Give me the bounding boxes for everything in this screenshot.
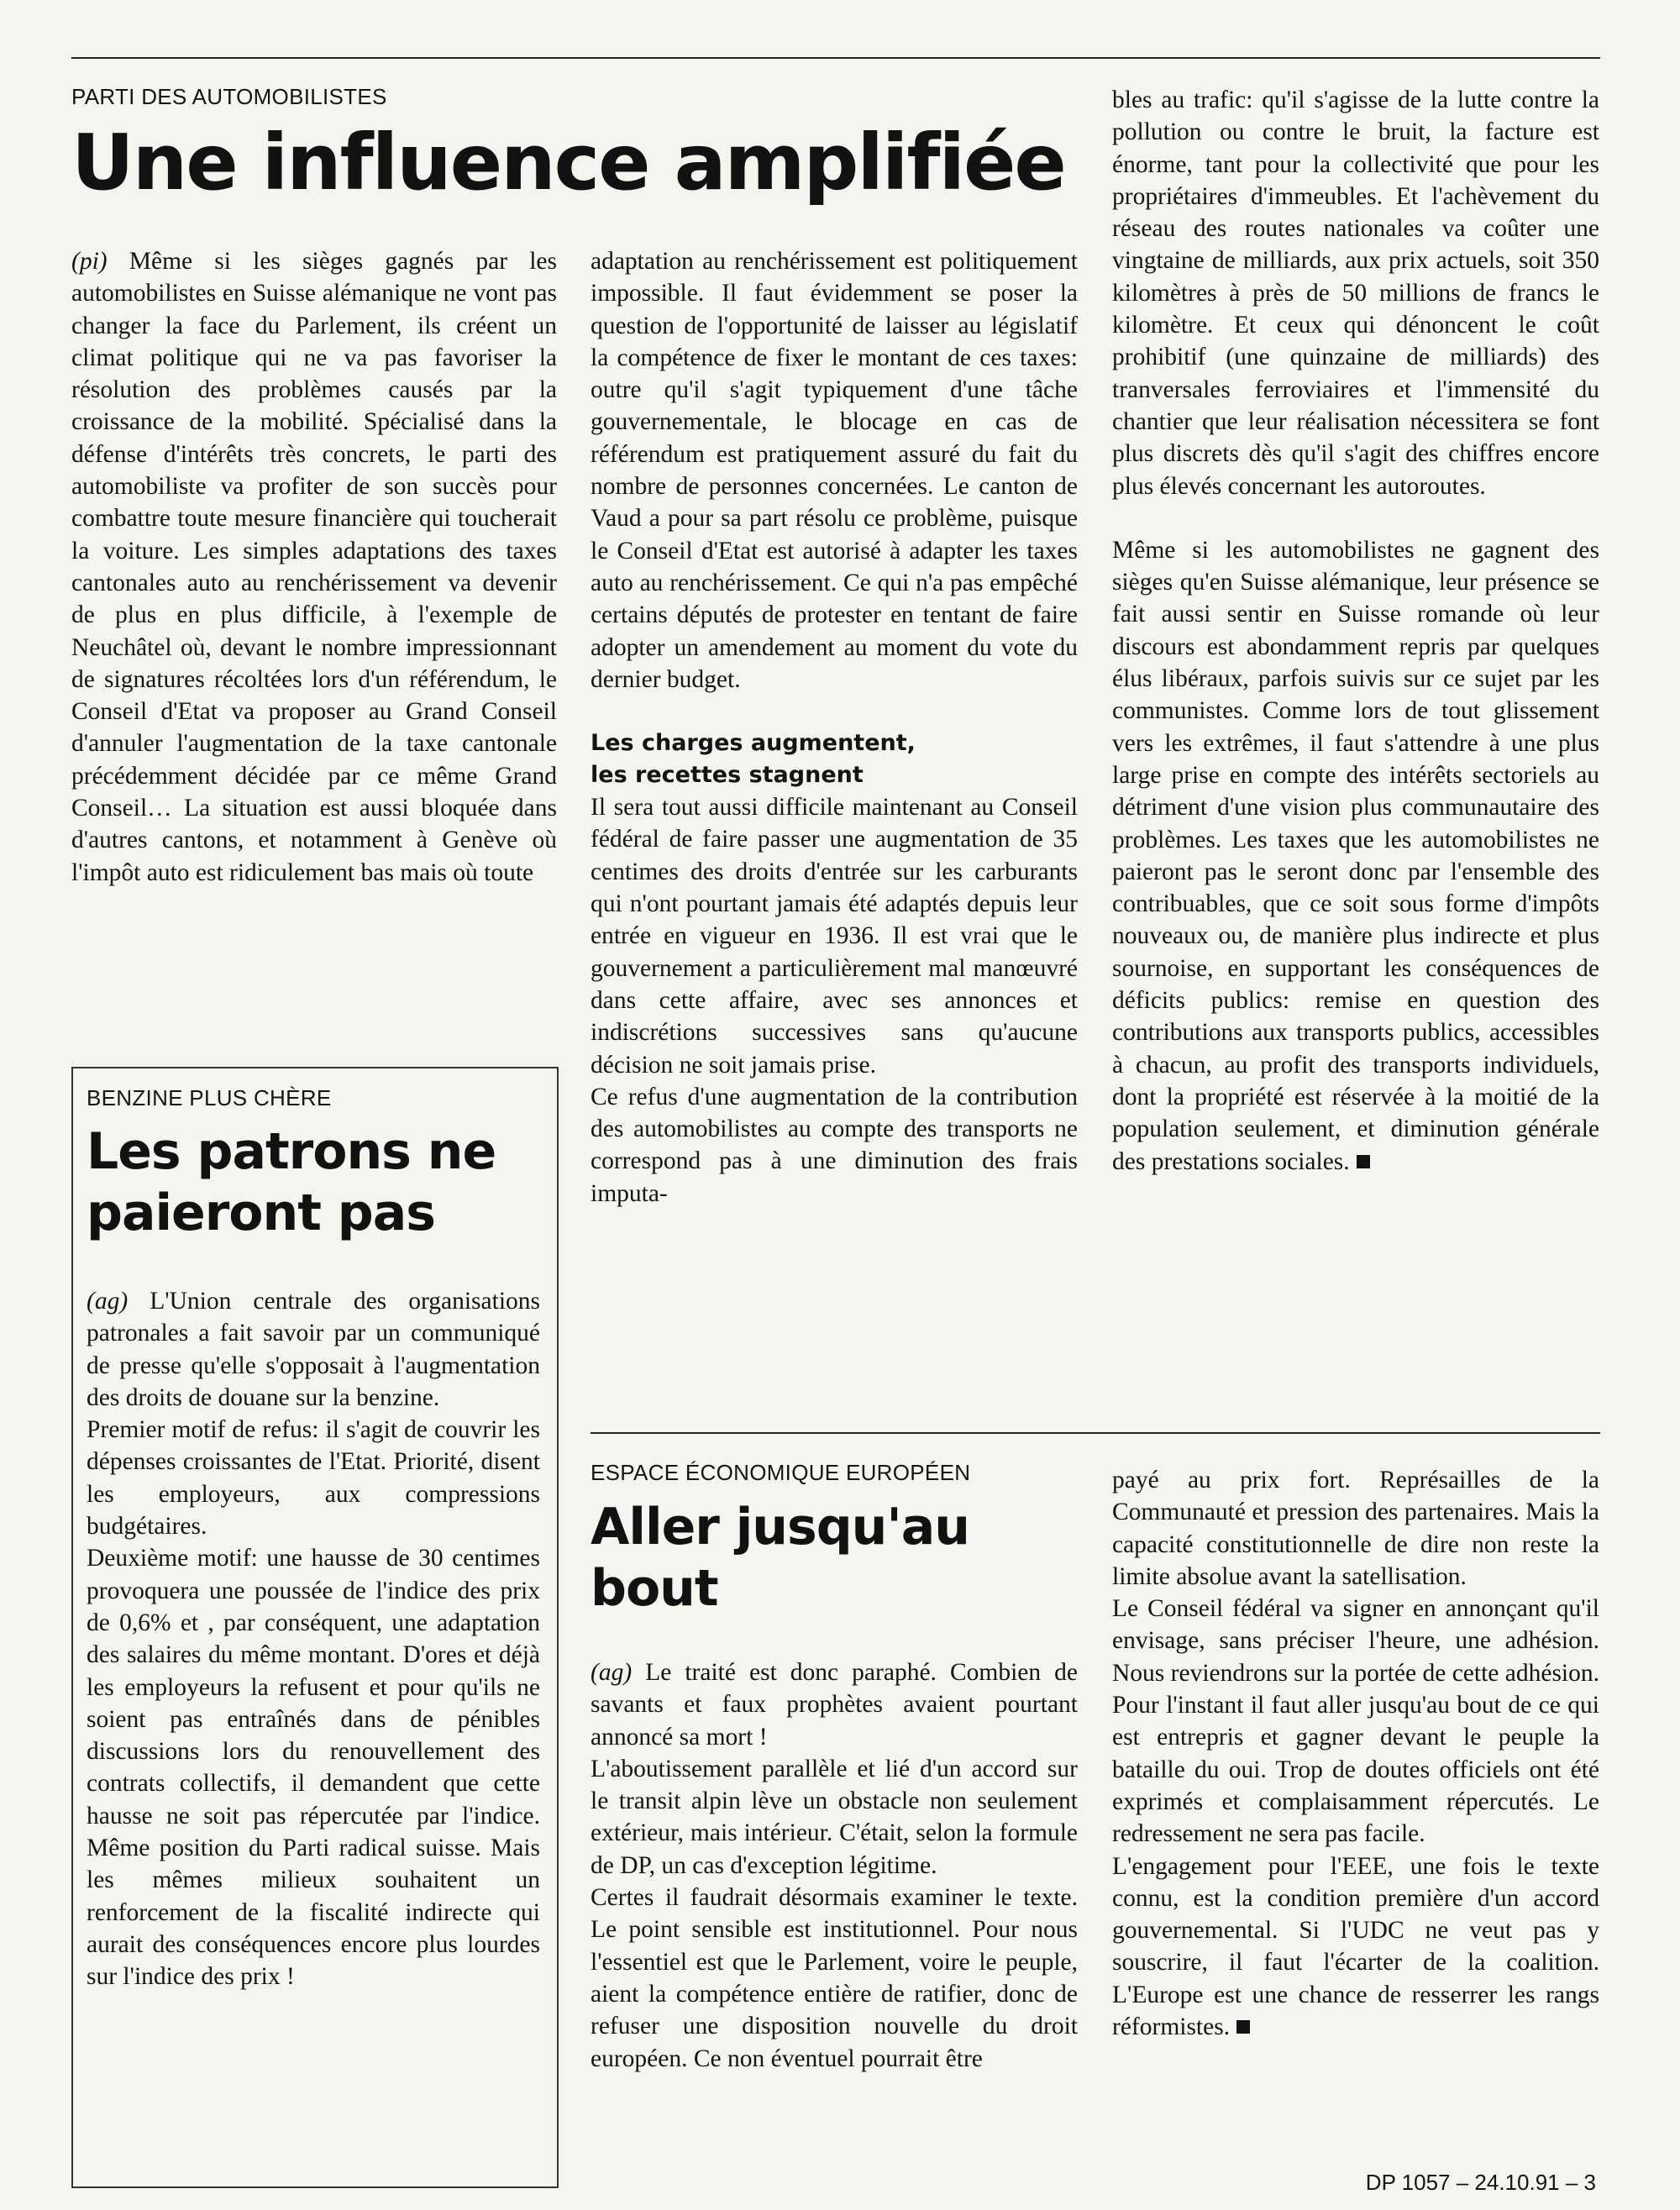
author-tag: (ag): [87, 1288, 129, 1315]
article2-title: Aller jusqu'au bout: [591, 1498, 969, 1619]
end-mark-icon: [1357, 1155, 1370, 1168]
article1-col3-paragraph-1: bles au trafic: qu'il s'agisse de la lutte contre la pollution ou contre le bruit, la facture est énorme, tant pour la collectivité que pour les propriétaires d'immeubles. Et l'achèvement du réseau des routes nationales va coûter une vingtaine de milliards, aux prix actuels, soit 350 kilomètres à près de 50 millions de francs le kilomètre. Et ceux qui dénoncent le coût prohibitif (une quinzaine de milliards) des tranversales ferroviaires et l'immensité du chantier que leur réalisation nécessitera se font plus discrets dès qu'il s'agit des chiffres encore plus élevés concernant les autoroutes.: [1112, 87, 1599, 500]
article2-paragraph-2: L'aboutissement parallèle et lié d'un accord sur le transit alpin lève un obstacle non seulement extérieur, mais intérieur. C'était, selon la formule de DP, un cas d'exception légitime.: [591, 1755, 1078, 1879]
sidebar-paragraph-2: Premier motif de refus: il s'agit de couvrir les dépenses croissantes de l'Etat. Priorité, disent les employeurs, aux compressions budgétaires.: [87, 1416, 540, 1541]
article1-col2-paragraph-3: Ce refus d'une augmentation de la contribution des automobilistes au compte des transports ne correspond pas à une diminution des frais imputa-: [591, 1083, 1078, 1207]
article2-kicker: ESPACE ÉCONOMIQUE EUROPÉEN: [591, 1460, 971, 1485]
sidebar-kicker: BENZINE PLUS CHÈRE: [87, 1085, 332, 1110]
article2-p1-text: Le traité est donc paraphé. Combien de savants et faux prophètes avaient pourtant annoncé sa mort !: [591, 1659, 1078, 1751]
article1-column-1: [71, 245, 557, 993]
article2-col2-paragraph-1: payé au prix fort. Représailles de la Communauté et pression des partenaires. Mais la capacité constitutionnelle de dire non reste la limite absolue avant la satellisation.: [1112, 1467, 1599, 1590]
author-tag: (ag): [591, 1659, 633, 1686]
top-rule: [71, 57, 1600, 59]
article1-col2-paragraph-2: Il sera tout aussi difficile maintenant au Conseil fédéral de faire passer une augmentation de 35 centimes des droits d'entrée sur les carburants qui n'ont pourtant jamais été adaptés depuis leur entrée en vigueur en 1936. Il est vrai que le gouvernement a particulièrement mal manœuvré dans cette affaire, avec ses annonces et indiscrétions successives sans qu'aucune décision ne soit jamais prise.: [591, 794, 1078, 1079]
article2-col2-p3-text: L'engagement pour l'EEE, une fois le texte connu, est la condition première d'un accord gouvernemental. Si l'UDC ne veut pas y souscrire, il faut l'écarter de la coalition. L'Europe est une chance de resserrer les rangs réformistes.: [1112, 1852, 1599, 2041]
article2-column-1: [591, 1656, 1078, 2186]
article2-col2-paragraph-2: Le Conseil fédéral va signer en annonçant qu'il envisage, sans préciser l'heure, une adhésion. Nous reviendrons sur la portée de cette adhésion. Pour l'instant il faut aller jusqu'au bout de ce qui est entrepris et gagner devant le peuple la bataille du oui. Trop de doutes officiels ont été exprimés et complaisamment répercutés. Le redressement ne sera pas facile.: [1112, 1595, 1599, 1848]
article1-column-2: [591, 245, 1078, 1362]
article1-subhead: [591, 727, 1078, 791]
sidebar-body: [87, 1285, 540, 2176]
article1-col3-text: Même si les automobilistes ne gagnent des sièges qu'en Suisse alémanique, leur présence se fait aussi sentir en Suisse romande où leur discours est abondamment repris par quelques élus libéraux, parfois suivis sur ce sujet par les communistes. Comme lors de tout glissement vers les extrêmes, il faut s'attendre à une plus large prise en compte des intérêts sectoriels au détriment d'une vision plus communautaire des problèmes. Les taxes que les automobilistes ne paieront pas le seront donc par l'ensemble des contribuables, que ce soit sous forme d'impôts nouveaux ou, de manière plus indirecte et plus sournoise, en supportant les conséquences de déficits publics: remise en question des contributions aux transports publics, accessibles à chacun, au profit des transports individuels, dont la propriété est réservée à la moitié de la population seulement, et diminution générale des prestations sociales.: [1112, 536, 1599, 1175]
article2-column-2: [1112, 1464, 1599, 2178]
article1-col1-text: Même si les sièges gagnés par les automobilistes en Suisse alémanique ne vont pas changer la face du Parlement, ils créent un climat politique qui ne va pas favoriser la résolution des problèmes causés par la croissance de la mobilité. Spécialisé dans la défense d'intérêts très concrets, le parti des automobiliste va profiter de son succès pour combattre toute mesure financière qui toucherait la voiture. Les simples adaptations des taxes cantonales auto au renchérissement va devenir de plus en plus difficile, à l'exemple de Neuchâtel où, devant le nombre impressionnant de signatures récoltées lors d'un référendum, le Conseil d'Etat va proposer au Grand Conseil d'annuler l'augmentation de la taxe cantonale précédemment décidée par ce même Grand Conseil… La situation est aussi bloquée dans d'autres cantons, et notamment à Genève où l'impôt auto est ridiculement bas mais où toute: [71, 248, 557, 886]
subhead-line-2: les recettes stagnent: [591, 762, 864, 789]
article1-col2-paragraph-1: adaptation au renchérissement est politiquement impossible. Il faut évidemment se poser la question de l'opportunité de laisser au législatif la compétence de fixer le montant de ces taxes: outre qu'il s'agit typiquement d'une tâche gouvernementale, le blocage en cas de référendum est pratiquement assuré du fait du nombre de personnes concernées. Le canton de Vaud a pour sa part résolu ce problème, puisque le Conseil d'Etat est autorisé à adapter les taxes auto au renchérissement. Ce qui n'a pas empêché certains députés de protester en tentant de faire adopter un amendement au moment du vote du dernier budget.: [591, 248, 1078, 693]
article1-column-3: [1112, 84, 1599, 1378]
article1-title: Une influence amplifiée: [71, 118, 1065, 207]
page-folio: DP 1057 – 24.10.91 – 3: [1365, 2170, 1596, 2195]
article1-kicker: PARTI DES AUTOMOBILISTES: [71, 84, 387, 109]
article2-paragraph-3: Certes il faudrait désormais examiner le texte. Le point sensible est institutionnel. Pour nous l'essentiel est que le Parlement, voire le peuple, aient la compétence entière de ratifier, donc de refuser une disposition nouvelle du droit européen. Ce non éventuel pourrait être: [591, 1884, 1078, 2072]
article2-rule: [591, 1432, 1600, 1434]
article1-col1-paragraph: [71, 245, 557, 889]
article2-col2-paragraph-3: [1112, 1850, 1599, 2044]
sidebar-p1-text: L'Union centrale des organisations patronales a fait savoir par un communiqué de presse qu'elle s'opposait à l'augmentation des droits de douane sur la benzine.: [87, 1288, 540, 1411]
author-tag: (pi): [71, 248, 108, 275]
sidebar-paragraph-3: Deuxième motif: une hausse de 30 centimes provoquera une poussée de l'indice des prix de 0,6% et , par conséquent, une adaptation des salaires du même montant. D'ores et déjà les employeurs la refusent et pour qu'ils ne soient pas entraînés dans de pénibles discussions lors du renouvellement des contrats collectifs, il demandent que cette hausse ne soit pas répercutée par l'indice. Même position du Parti radical suisse. Mais les mêmes milieux souhaitent un renforcement de la fiscalité indirecte qui aurait des conséquences encore plus lourdes sur l'indice des prix !: [87, 1545, 540, 1991]
article2-paragraph-1: [591, 1656, 1078, 1753]
end-mark-icon: [1236, 2020, 1250, 2034]
sidebar-paragraph-1: [87, 1285, 540, 1414]
sidebar-title: Les patrons ne paieront pas: [87, 1122, 496, 1243]
article1-col3-paragraph-2: [1112, 534, 1599, 1178]
subhead-line-1: Les charges augmentent,: [591, 730, 916, 757]
